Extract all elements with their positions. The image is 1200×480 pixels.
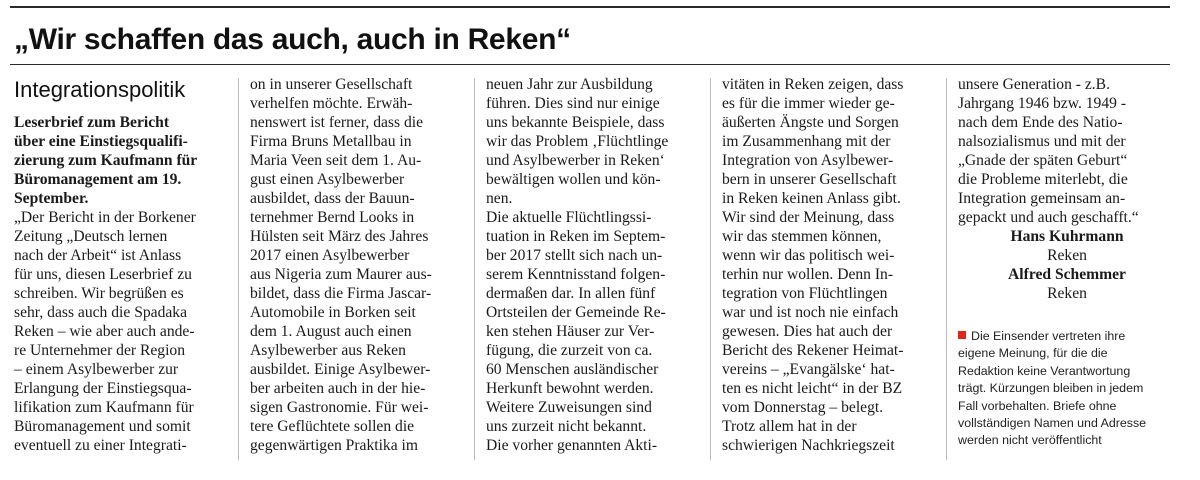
lead-line: zierung zum Kaufmann für <box>14 152 198 169</box>
text-line: schreiben. Wir begrüßen es <box>14 285 184 302</box>
note-line: trägt. Kürzungen bleiben in jedem <box>958 381 1144 396</box>
column-separator <box>474 78 475 460</box>
note-line: werden nicht veröffentlicht <box>958 433 1102 448</box>
text-line: nach der Arbeit“ ist Anlass <box>14 247 182 264</box>
text-line: vereins – „Evangälske‘ hat- <box>722 361 895 378</box>
text-line: nenswert ist ferner, dass die <box>250 114 424 131</box>
text-line: eventuell zu einer Integrati- <box>14 437 187 454</box>
note-line <box>958 328 1168 345</box>
text-line: bern in unserer Gesellschaft <box>722 171 897 188</box>
note-line: vollständigen Namen und Adresse <box>958 416 1147 431</box>
text-line: Wir sind der Meinung, dass <box>722 209 895 226</box>
text-line: tere Geflüchtete sollen die <box>250 418 415 435</box>
text-line: Weitere Zuweisungen sind <box>486 399 652 416</box>
lead-line: September. <box>14 190 89 207</box>
column-separator <box>710 78 711 460</box>
signature-name: Hans Kuhrmann <box>1010 228 1124 245</box>
text-line: ber arbeiten auch in der hie- <box>250 380 426 397</box>
red-square-marker-icon <box>958 331 966 339</box>
text-line: vitäten in Reken zeigen, dass <box>722 76 904 93</box>
text-line: in Reken keinen Anlass gibt. <box>722 190 901 207</box>
text-line: „Der Bericht in der Borkener <box>14 209 196 226</box>
text-line: Automobile in Borken seit <box>250 304 416 321</box>
column-separator <box>238 78 239 460</box>
text-line: und Asylbewerber in Reken‘ <box>486 152 665 169</box>
text-line: dem 1. August auch einen <box>250 323 412 340</box>
text-line: Zeitung „Deutsch lernen <box>14 228 168 245</box>
article-headline: „Wir schaffen das auch, auch in Reken“ <box>14 23 571 56</box>
text-line: Die aktuelle Flüchtlingssi- <box>486 209 652 226</box>
kicker: Integrationspolitik <box>14 77 186 102</box>
text-line: bildet, dass die Firma Jascar- <box>250 285 432 302</box>
top-rule <box>10 6 1170 8</box>
text-line: Die vorher genannten Akti- <box>486 437 658 454</box>
text-line: wir das stemmen können, <box>722 228 882 245</box>
article-column-3 <box>486 75 704 455</box>
text-line: on in unserer Gesellschaft <box>250 76 413 93</box>
text-line: nalsozialismus und mit der <box>958 133 1126 150</box>
note-line: Redaktion keine Verantwortung <box>958 363 1131 378</box>
text-line: vom Donnerstag – belegt. <box>722 399 884 416</box>
text-line: ten es nicht leicht“ in der BZ <box>722 380 903 397</box>
text-line: nach dem Ende des Natio- <box>958 114 1123 131</box>
text-line: Ortsteilen der Gemeinde Re- <box>486 304 666 321</box>
signature-name: Alfred Schemmer <box>1008 266 1126 283</box>
text-line: fügung, die zurzeit von ca. <box>486 342 653 359</box>
text-line: verhelfen möchte. Erwäh- <box>250 95 413 112</box>
text-line: Herkunft bewohnt werden. <box>486 380 654 397</box>
text-line: uns zurzeit nicht bekannt. <box>486 418 647 435</box>
signature-place: Reken <box>1047 247 1087 264</box>
text-line: ber 2017 stellt sich nach un- <box>486 247 663 264</box>
text-line: 2017 einen Asylbewerber <box>250 247 410 264</box>
text-line: für uns, diesen Leserbrief zu <box>14 266 192 283</box>
text-line: die Probleme miterlebt, die <box>958 171 1128 188</box>
text-line: ken stehen Häuser zur Ver- <box>486 323 655 340</box>
text-line: tuation in Reken im Septem- <box>486 228 666 245</box>
lead-paragraph <box>14 113 232 208</box>
text-line: „Gnade der späten Geburt“ <box>958 152 1128 169</box>
text-line: sigen Gastronomie. Für wei- <box>250 399 429 416</box>
text-line: 60 Menschen ausländischer <box>486 361 659 378</box>
text-line: ausbildet, dass der Bauun- <box>250 190 415 207</box>
note-line: Fall vorbehalten. Briefe ohne <box>958 398 1117 413</box>
text-line: – einem Asylbewerber zur <box>14 361 179 378</box>
text-line: tegration von Flüchtlingen <box>722 285 888 302</box>
text-line: lifikation zum Kaufmann für <box>14 399 194 416</box>
text-line: neuen Jahr zur Ausbildung <box>486 76 653 93</box>
text-line: Erlangung der Einstiegsqua- <box>14 380 192 397</box>
lead-line: Leserbrief zum Bericht <box>14 114 170 131</box>
text-line: führen. Dies sind nur einige <box>486 95 660 112</box>
text-line: aus Nigeria zum Maurer aus- <box>250 266 432 283</box>
text-line: gewesen. Dies hat auch der <box>722 323 893 340</box>
editorial-note <box>958 328 1168 450</box>
text-line: unsere Generation - z.B. <box>958 76 1110 93</box>
text-line: Firma Bruns Metallbau in <box>250 133 412 150</box>
text-line: Bericht des Rekener Heimat- <box>722 342 904 359</box>
note-text: Die Einsender vertreten ihre <box>971 329 1126 343</box>
text-line: Büromanagement und somit <box>14 418 191 435</box>
article-column-4 <box>722 75 940 455</box>
signature-place: Reken <box>1047 285 1087 302</box>
lead-line: über eine Einstiegsqualifi- <box>14 133 188 150</box>
text-line: terhin nur wollen. Denn In- <box>722 266 894 283</box>
note-line: eigene Meinung, für die die <box>958 346 1108 361</box>
headline-rule <box>10 64 1170 65</box>
text-line: gegenwärtigen Praktika im <box>250 437 419 454</box>
column-separator <box>946 78 947 460</box>
article-column-1 <box>14 75 232 455</box>
text-line: schwierigen Nachkriegszeit <box>722 437 895 454</box>
text-line: äußerten Ängste und Sorgen <box>722 114 899 131</box>
text-line: gepackt und auch geschafft.“ <box>958 209 1139 226</box>
text-line: Jahrgang 1946 bzw. 1949 - <box>958 95 1127 112</box>
text-line: ternehmer Bernd Looks in <box>250 209 415 226</box>
lead-line: Büromanagement am 19. <box>14 171 182 188</box>
text-line: war und ist noch nie einfach <box>722 304 899 321</box>
text-line: Integration gemeinsam an- <box>958 190 1126 207</box>
text-line: Reken – wie aber auch ande- <box>14 323 195 340</box>
text-line: Trotz allem hat in der <box>722 418 857 435</box>
article-column-2 <box>250 75 468 455</box>
text-line: Hülsten seit März des Jahres <box>250 228 429 245</box>
text-line: uns bekannte Beispiele, dass <box>486 114 665 131</box>
text-line: gust einen Asylbewerber <box>250 171 405 188</box>
text-line: nen. <box>486 190 513 207</box>
text-line: re Unternehmer der Region <box>14 342 186 359</box>
text-line: ausbildet. Einige Asylbewer- <box>250 361 431 378</box>
text-line: sehr, dass auch die Spadaka <box>14 304 188 321</box>
text-line: Integration von Asylbewer- <box>722 152 894 169</box>
text-line: wenn wir das politisch wei- <box>722 247 895 264</box>
article-column-5 <box>958 75 1176 303</box>
text-line: dermaßen dar. In allen fünf <box>486 285 656 302</box>
text-line: Asylbewerber aus Reken <box>250 342 406 359</box>
text-line: im Zusammenhang mit der <box>722 133 891 150</box>
text-line: wir das Problem ‚Flüchtlinge <box>486 133 669 150</box>
text-line: bewältigen wollen und kön- <box>486 171 661 188</box>
text-line: Maria Veen seit dem 1. Au- <box>250 152 422 169</box>
text-line: es für die immer wieder ge- <box>722 95 895 112</box>
text-line: serem Kenntnisstand folgen- <box>486 266 666 283</box>
body-text <box>14 208 232 455</box>
